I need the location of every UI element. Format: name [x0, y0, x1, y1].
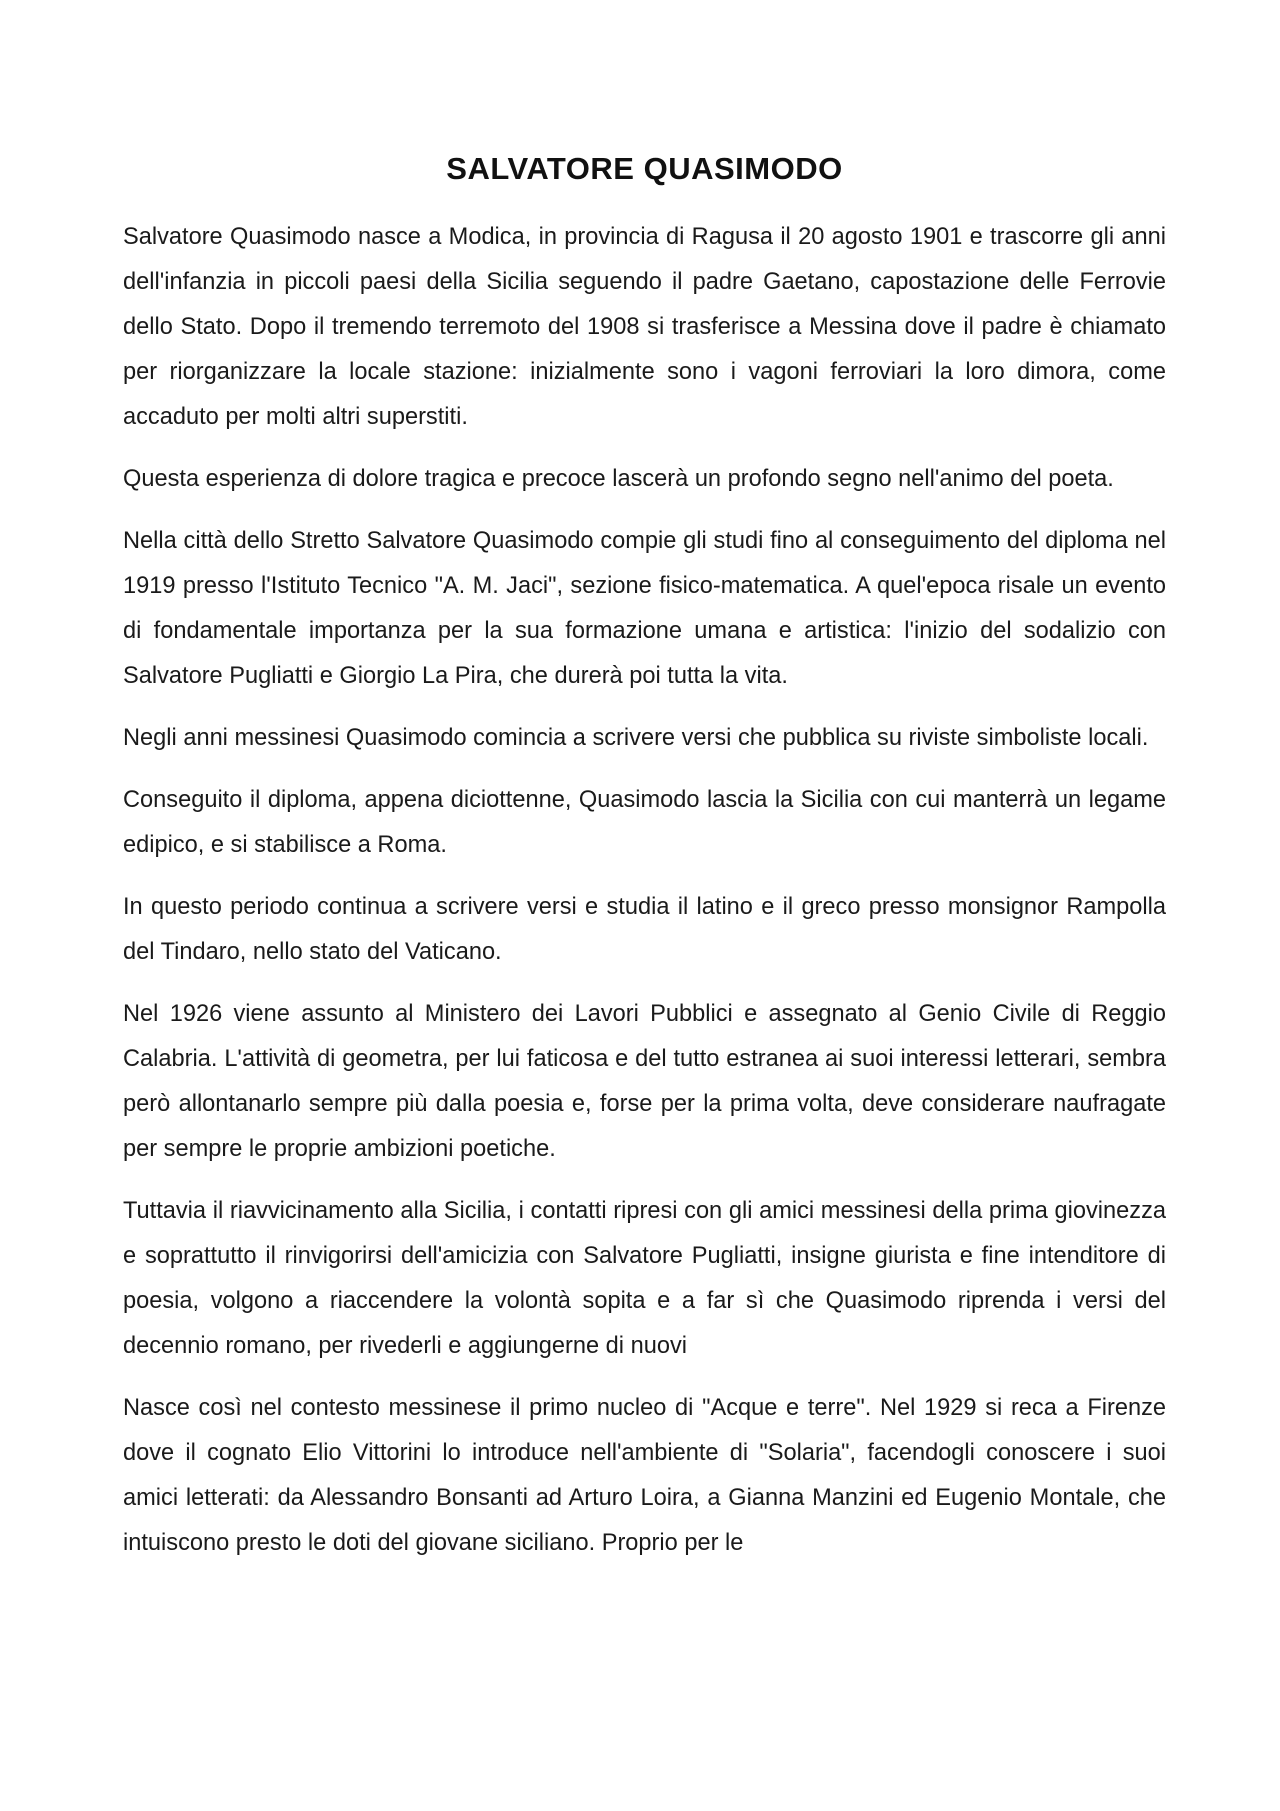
paragraph-1: Salvatore Quasimodo nasce a Modica, in provincia di Ragusa il 20 agosto 1901 e trascorre gli anni dell'infanzia in piccoli paesi della Sicilia seguendo il padre Gaetano, capostazione delle Ferrovie dello Stato. Dopo il tremendo terremoto del 1908 si trasferisce a Messina dove il padre è chiamato per riorganizzare la locale stazione: inizialmente sono i vagoni ferroviari la loro dimora, come accaduto per molti altri superstiti.: [123, 224, 1166, 431]
paragraph-4: Negli anni messinesi Quasimodo comincia a scrivere versi che pubblica su riviste simboliste locali.: [123, 725, 1149, 752]
paragraph-5: Conseguito il diploma, appena diciottenne, Quasimodo lascia la Sicilia con cui manterrà un legame edipico, e si stabilisce a Roma.: [123, 787, 1166, 859]
paragraph-7: Nel 1926 viene assunto al Ministero dei Lavori Pubblici e assegnato al Genio Civile di Reggio Calabria. L'attività di geometra, per lui faticosa e del tutto estranea ai suoi interessi letterari, sembra però allontanarlo sempre più dalla poesia e, forse per la prima volta, deve considerare naufragate per sempre le proprie ambizioni poetiche.: [123, 1001, 1166, 1163]
document-page: [123, 150, 1166, 1583]
paragraph-2: Questa esperienza di dolore tragica e precoce lascerà un profondo segno nell'animo del poeta.: [123, 466, 1114, 493]
page-title: SALVATORE QUASIMODO: [446, 151, 843, 186]
paragraph-3: Nella città dello Stretto Salvatore Quasimodo compie gli studi fino al conseguimento del diploma nel 1919 presso l'Istituto Tecnico "A. M. Jaci", sezione fisico-matematica. A quel'epoca risale un evento di fondamentale importanza per la sua formazione umana e artistica: l'inizio del sodalizio con Salvatore Pugliatti e Giorgio La Pira, che durerà poi tutta la vita.: [123, 528, 1166, 690]
paragraph-8: Tuttavia il riavvicinamento alla Sicilia, i contatti ripresi con gli amici messinesi della prima giovinezza e soprattutto il rinvigorirsi dell'amicizia con Salvatore Pugliatti, insigne giurista e fine intenditore di poesia, volgono a riaccendere la volontà sopita e a far sì che Quasimodo riprenda i versi del decennio romano, per rivederli e aggiungerne di nuovi: [123, 1198, 1166, 1360]
paragraph-9: Nasce così nel contesto messinese il primo nucleo di "Acque e terre". Nel 1929 si reca a Firenze dove il cognato Elio Vittorini lo introduce nell'ambiente di "Solaria", facendogli conoscere i suoi amici letterati: da Alessandro Bonsanti ad Arturo Loira, a Gianna Manzini ed Eugenio Montale, che intuiscono presto le doti del giovane siciliano. Proprio per le: [123, 1395, 1166, 1557]
paragraph-6: In questo periodo continua a scrivere versi e studia il latino e il greco presso monsignor Rampolla del Tindaro, nello stato del Vaticano.: [123, 894, 1166, 966]
